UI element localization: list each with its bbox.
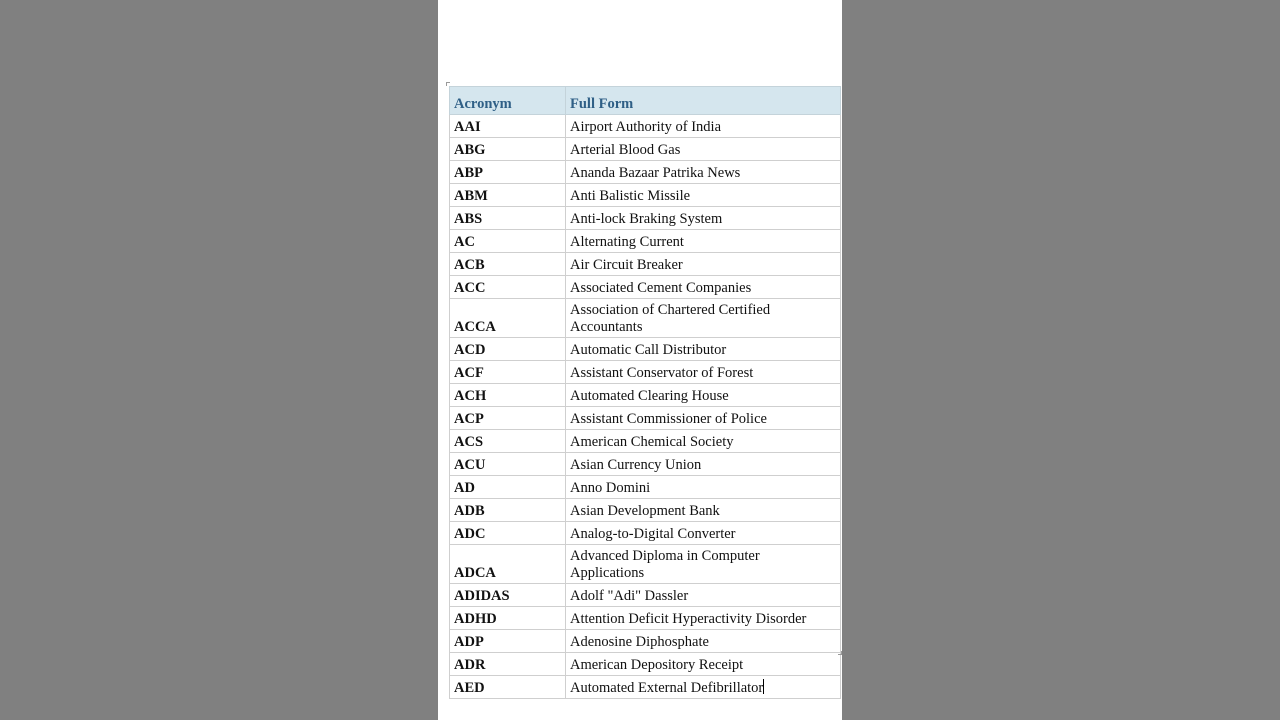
full-form-text: Associated Cement Companies	[570, 280, 752, 296]
full-form-text: Anti-lock Braking System	[570, 211, 723, 227]
full-form-cell[interactable]	[566, 630, 841, 653]
table-row	[450, 115, 841, 138]
acronym-cell[interactable]: ADCA	[450, 545, 566, 584]
full-form-text: Advanced Diploma in Computer Applications	[570, 548, 760, 581]
full-form-cell[interactable]	[566, 407, 841, 430]
table-row	[450, 453, 841, 476]
table-row	[450, 476, 841, 499]
full-form-cell[interactable]	[566, 138, 841, 161]
table-row	[450, 338, 841, 361]
table-row	[450, 499, 841, 522]
acronym-cell[interactable]: ACB	[450, 253, 566, 276]
acronym-cell[interactable]: AAI	[450, 115, 566, 138]
full-form-text: Anti Balistic Missile	[570, 188, 691, 204]
acronym-cell[interactable]: ADIDAS	[450, 584, 566, 607]
acronym-cell[interactable]: ACD	[450, 338, 566, 361]
acronym-cell[interactable]: ADC	[450, 522, 566, 545]
acronym-cell[interactable]: ADHD	[450, 607, 566, 630]
acronym-cell[interactable]: ABP	[450, 161, 566, 184]
full-form-text: Attention Deficit Hyperactivity Disorder	[570, 611, 807, 627]
acronym-cell[interactable]: ADB	[450, 499, 566, 522]
full-form-text: Asian Development Bank	[570, 503, 720, 519]
table-row	[450, 676, 841, 699]
full-form-text: Automatic Call Distributor	[570, 342, 727, 358]
full-form-cell[interactable]	[566, 161, 841, 184]
full-form-text: Association of Chartered Certified Accountants	[570, 302, 771, 335]
table-row	[450, 584, 841, 607]
full-form-text: Assistant Conservator of Forest	[570, 365, 754, 381]
full-form-cell[interactable]	[566, 499, 841, 522]
table-row	[450, 276, 841, 299]
full-form-cell[interactable]	[566, 676, 841, 699]
full-form-text: Adolf "Adi" Dassler	[570, 588, 689, 604]
table-row	[450, 253, 841, 276]
acronym-cell[interactable]: ACF	[450, 361, 566, 384]
table-row	[450, 138, 841, 161]
full-form-text: Ananda Bazaar Patrika News	[570, 165, 741, 181]
table-header-row	[450, 87, 841, 115]
table-row	[450, 161, 841, 184]
acronym-cell[interactable]: ACS	[450, 430, 566, 453]
acronym-cell[interactable]: ABS	[450, 207, 566, 230]
full-form-cell[interactable]	[566, 207, 841, 230]
table-row	[450, 361, 841, 384]
full-form-text: Automated External Defibrillator	[570, 680, 764, 696]
right-backdrop	[842, 0, 1280, 720]
full-form-cell[interactable]	[566, 430, 841, 453]
full-form-text: Asian Currency Union	[570, 457, 702, 473]
full-form-text: Adenosine Diphosphate	[570, 634, 709, 650]
acronym-cell[interactable]: ACP	[450, 407, 566, 430]
full-form-text: Anno Domini	[570, 480, 651, 496]
acronym-cell[interactable]: ADP	[450, 630, 566, 653]
full-form-cell[interactable]	[566, 545, 841, 584]
full-form-text: Assistant Commissioner of Police	[570, 411, 767, 427]
table-row	[450, 384, 841, 407]
full-form-text: Air Circuit Breaker	[570, 257, 683, 273]
table-row	[450, 430, 841, 453]
full-form-text: Alternating Current	[570, 234, 684, 250]
table-body	[450, 115, 841, 699]
full-form-cell[interactable]	[566, 522, 841, 545]
acronym-cell[interactable]: AD	[450, 476, 566, 499]
full-form-cell[interactable]	[566, 453, 841, 476]
table-row	[450, 607, 841, 630]
full-form-cell[interactable]	[566, 653, 841, 676]
full-form-cell[interactable]	[566, 276, 841, 299]
header-full-form[interactable]: Full Form	[566, 87, 841, 115]
text-cursor	[763, 679, 764, 694]
acronym-cell[interactable]: AC	[450, 230, 566, 253]
full-form-text: American Depository Receipt	[570, 657, 744, 673]
table-row	[450, 184, 841, 207]
full-form-cell[interactable]	[566, 384, 841, 407]
full-form-text: Arterial Blood Gas	[570, 142, 681, 158]
table-row	[450, 407, 841, 430]
acronym-cell[interactable]: ACU	[450, 453, 566, 476]
full-form-cell[interactable]	[566, 299, 841, 338]
table-resize-handle[interactable]	[838, 651, 842, 655]
table-row	[450, 630, 841, 653]
full-form-cell[interactable]	[566, 184, 841, 207]
table-row	[450, 522, 841, 545]
acronym-cell[interactable]: ACH	[450, 384, 566, 407]
acronym-cell[interactable]: ACCA	[450, 299, 566, 338]
acronym-table-wrapper	[449, 86, 840, 699]
document-page[interactable]	[438, 0, 842, 720]
acronym-cell[interactable]: ABM	[450, 184, 566, 207]
left-backdrop	[0, 0, 438, 720]
full-form-cell[interactable]	[566, 607, 841, 630]
full-form-text: Automated Clearing House	[570, 388, 729, 404]
full-form-text: American Chemical Society	[570, 434, 734, 450]
table-row	[450, 299, 841, 338]
table-row	[450, 207, 841, 230]
header-acronym[interactable]: Acronym	[450, 87, 566, 115]
full-form-cell[interactable]	[566, 476, 841, 499]
full-form-cell[interactable]	[566, 338, 841, 361]
full-form-cell[interactable]	[566, 253, 841, 276]
table-row	[450, 230, 841, 253]
full-form-cell[interactable]	[566, 584, 841, 607]
full-form-cell[interactable]	[566, 115, 841, 138]
full-form-cell[interactable]	[566, 230, 841, 253]
acronym-cell[interactable]: ACC	[450, 276, 566, 299]
full-form-cell[interactable]	[566, 361, 841, 384]
full-form-text: Analog-to-Digital Converter	[570, 526, 736, 542]
acronym-cell[interactable]: ADR	[450, 653, 566, 676]
acronym-table[interactable]	[449, 86, 841, 699]
table-row	[450, 653, 841, 676]
acronym-cell[interactable]: ABG	[450, 138, 566, 161]
acronym-cell[interactable]: AED	[450, 676, 566, 699]
full-form-text: Airport Authority of India	[570, 119, 722, 135]
table-row	[450, 545, 841, 584]
